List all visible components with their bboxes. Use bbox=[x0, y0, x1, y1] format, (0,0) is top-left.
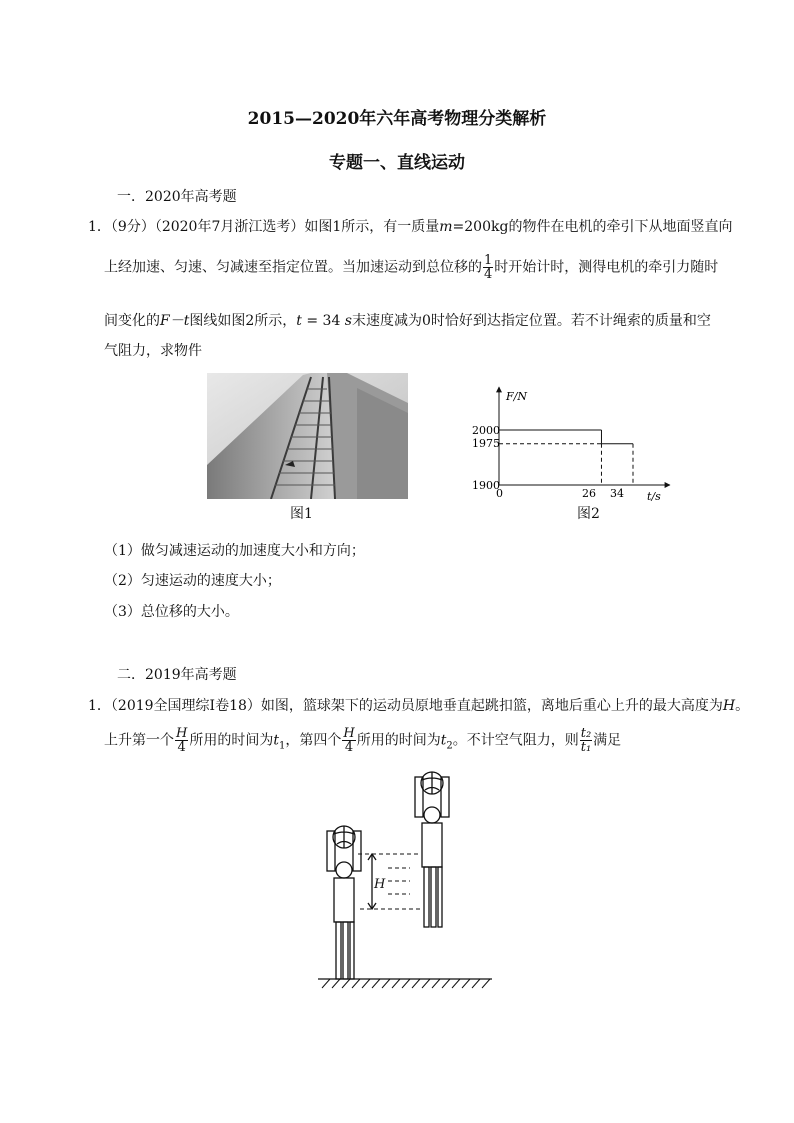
y-axis-label: F/N bbox=[506, 390, 527, 403]
standing-player bbox=[327, 826, 361, 979]
x-tick-26: 26 bbox=[582, 487, 596, 500]
q1-sub-2: （2）匀速运动的速度大小； bbox=[104, 573, 281, 589]
q1-sub-3: （3）总位移的大小。 bbox=[104, 604, 239, 620]
q1-line-2: 上经加速、匀速、匀减速至指定位置。当加速运动到总位移的 $\frac{1}{4}$ 时开始计时，测得电机的牵引力随时 bbox=[104, 253, 719, 282]
figure-2-caption: 图2 bbox=[577, 506, 600, 522]
y-tick-2000: 2000 bbox=[472, 424, 500, 437]
fraction-h-quarter-2: $\frac{H}{4}$ bbox=[343, 726, 355, 755]
q2-line-1: 1．（2019全国理综Ⅰ卷18）如图，篮球架下的运动员原地垂直起跳扣篮，离地后重心上升的最大高度为H。 bbox=[88, 698, 750, 714]
force-time-graph bbox=[470, 383, 680, 501]
height-label-h: H bbox=[374, 877, 386, 892]
ground-hatch bbox=[322, 979, 490, 988]
x-axis-label: t/s bbox=[647, 490, 661, 501]
fraction-t2-over-t1: $\frac{\text{t₂}}{\text{t₁}}$ bbox=[580, 726, 592, 755]
y-tick-1975: 1975 bbox=[472, 437, 500, 450]
section-subtitle: 专题一、直线运动 bbox=[329, 153, 465, 173]
height-indicator bbox=[358, 854, 420, 909]
fraction-one-quarter: $\frac{1}{4}$ bbox=[484, 253, 493, 282]
jumping-player bbox=[415, 772, 449, 927]
q2-line-2: 上升第一个 $\frac{H}{4}$ 所用的时间为$t_1$，第四个 $\frac{H}{4}$ 所用的时间为$t_2$。不计空气阻力，则 $\frac{\text{t₂}}{\text{t₁}}$ 满足 bbox=[104, 726, 622, 755]
q1-line-3: 间变化的F－t图线如图2所示，t = 34 s末速度减为0时恰好到达指定位置。若不计绳索的质量和空 bbox=[104, 313, 711, 329]
figure-1-caption: 图1 bbox=[290, 506, 313, 522]
x-tick-34: 34 bbox=[610, 487, 624, 500]
q1-line-4: 气阻力，求物件 bbox=[104, 343, 202, 359]
basketball-jump-figure bbox=[310, 768, 500, 993]
q1-sub-1: （1）做匀减速运动的加速度大小和方向； bbox=[104, 543, 365, 559]
document-title: 2015—2020年六年高考物理分类解析 bbox=[247, 109, 547, 129]
section-heading-2019: 二．2019年高考题 bbox=[117, 667, 237, 683]
q1-line-1: 1．（9分）（2020年7月浙江选考）如图1所示，有一质量m=200kg的物件在电机的牵引下从地面竖直向 bbox=[88, 219, 733, 235]
y-tick-1900: 1900 bbox=[472, 479, 500, 492]
section-heading-2020: 一．2020年高考题 bbox=[117, 189, 237, 205]
building-photo bbox=[207, 373, 408, 499]
fraction-h-quarter-1: $\frac{H}{4}$ bbox=[176, 726, 188, 755]
x-tick-0: 0 bbox=[496, 487, 503, 500]
